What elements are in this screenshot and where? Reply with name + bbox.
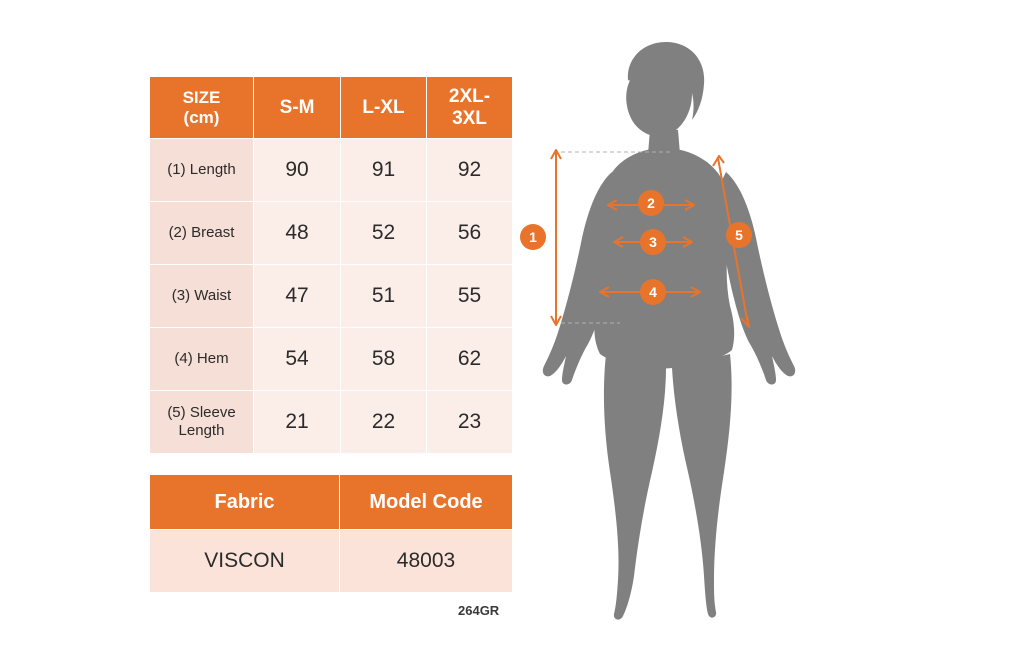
cell-waist-sm: 47: [254, 265, 341, 328]
column-header-lxl: L-XL: [341, 77, 427, 139]
table-row: [150, 265, 513, 328]
figure-svg: [520, 20, 1000, 640]
cell-hem-sm: 54: [254, 328, 341, 391]
model-figure-diagram: [520, 20, 1000, 640]
fabric-column-header: Fabric: [150, 475, 340, 530]
row-label-waist: (3) Waist: [150, 265, 254, 328]
size-table: [149, 76, 513, 454]
column-header-2xl3xl: [427, 77, 513, 139]
fabric-table-container: [149, 474, 512, 593]
cell-sleeve-2xl3xl: 23: [427, 391, 513, 454]
row-label-hem: (4) Hem: [150, 328, 254, 391]
cell-breast-lxl: 52: [341, 202, 427, 265]
row-label-sleeve-length: [150, 391, 254, 454]
cell-hem-lxl: 58: [341, 328, 427, 391]
column-header-2xl3xl-line2: 3XL: [452, 107, 487, 129]
row-label-breast: (2) Breast: [150, 202, 254, 265]
cell-sleeve-sm: 21: [254, 391, 341, 454]
cell-length-sm: 90: [254, 139, 341, 202]
measurement-badge-5: 5: [726, 222, 752, 248]
row-label-sleeve-length-line2: Length: [178, 422, 225, 439]
table-row: [150, 328, 513, 391]
table-header-row: [150, 77, 513, 139]
row-label-length: (1) Length: [150, 139, 254, 202]
fabric-table: [149, 474, 513, 593]
column-header-size-line1: SIZE: [182, 87, 221, 107]
female-silhouette-icon: [543, 42, 795, 620]
measurement-badge-4: 4: [640, 279, 666, 305]
measure-arrow-length: [551, 150, 561, 325]
column-header-size: [150, 77, 254, 139]
column-header-2xl3xl-line1: 2XL-: [448, 85, 491, 107]
table-row: [150, 139, 513, 202]
fabric-header-row: [150, 475, 513, 530]
cell-hem-2xl3xl: 62: [427, 328, 513, 391]
cell-length-lxl: 91: [341, 139, 427, 202]
cell-sleeve-lxl: 22: [341, 391, 427, 454]
table-row: [150, 202, 513, 265]
cell-breast-sm: 48: [254, 202, 341, 265]
table-row: [150, 391, 513, 454]
measurement-badge-1: 1: [520, 224, 546, 250]
model-code-value: 48003: [340, 530, 513, 593]
cell-waist-lxl: 51: [341, 265, 427, 328]
column-header-sm: S-M: [254, 77, 341, 139]
cell-length-2xl3xl: 92: [427, 139, 513, 202]
measurement-badge-3: 3: [640, 229, 666, 255]
cell-breast-2xl3xl: 56: [427, 202, 513, 265]
size-table-container: [149, 76, 512, 454]
fabric-value-row: [150, 530, 513, 593]
fabric-value: VISCON: [150, 530, 340, 593]
model-code-column-header: Model Code: [340, 475, 513, 530]
row-label-sleeve-length-line1: (5) Sleeve: [167, 404, 236, 421]
fabric-weight-note: 264GR: [458, 603, 500, 618]
measurement-badge-2: 2: [638, 190, 664, 216]
column-header-size-line2: (cm): [183, 107, 220, 127]
cell-waist-2xl3xl: 55: [427, 265, 513, 328]
